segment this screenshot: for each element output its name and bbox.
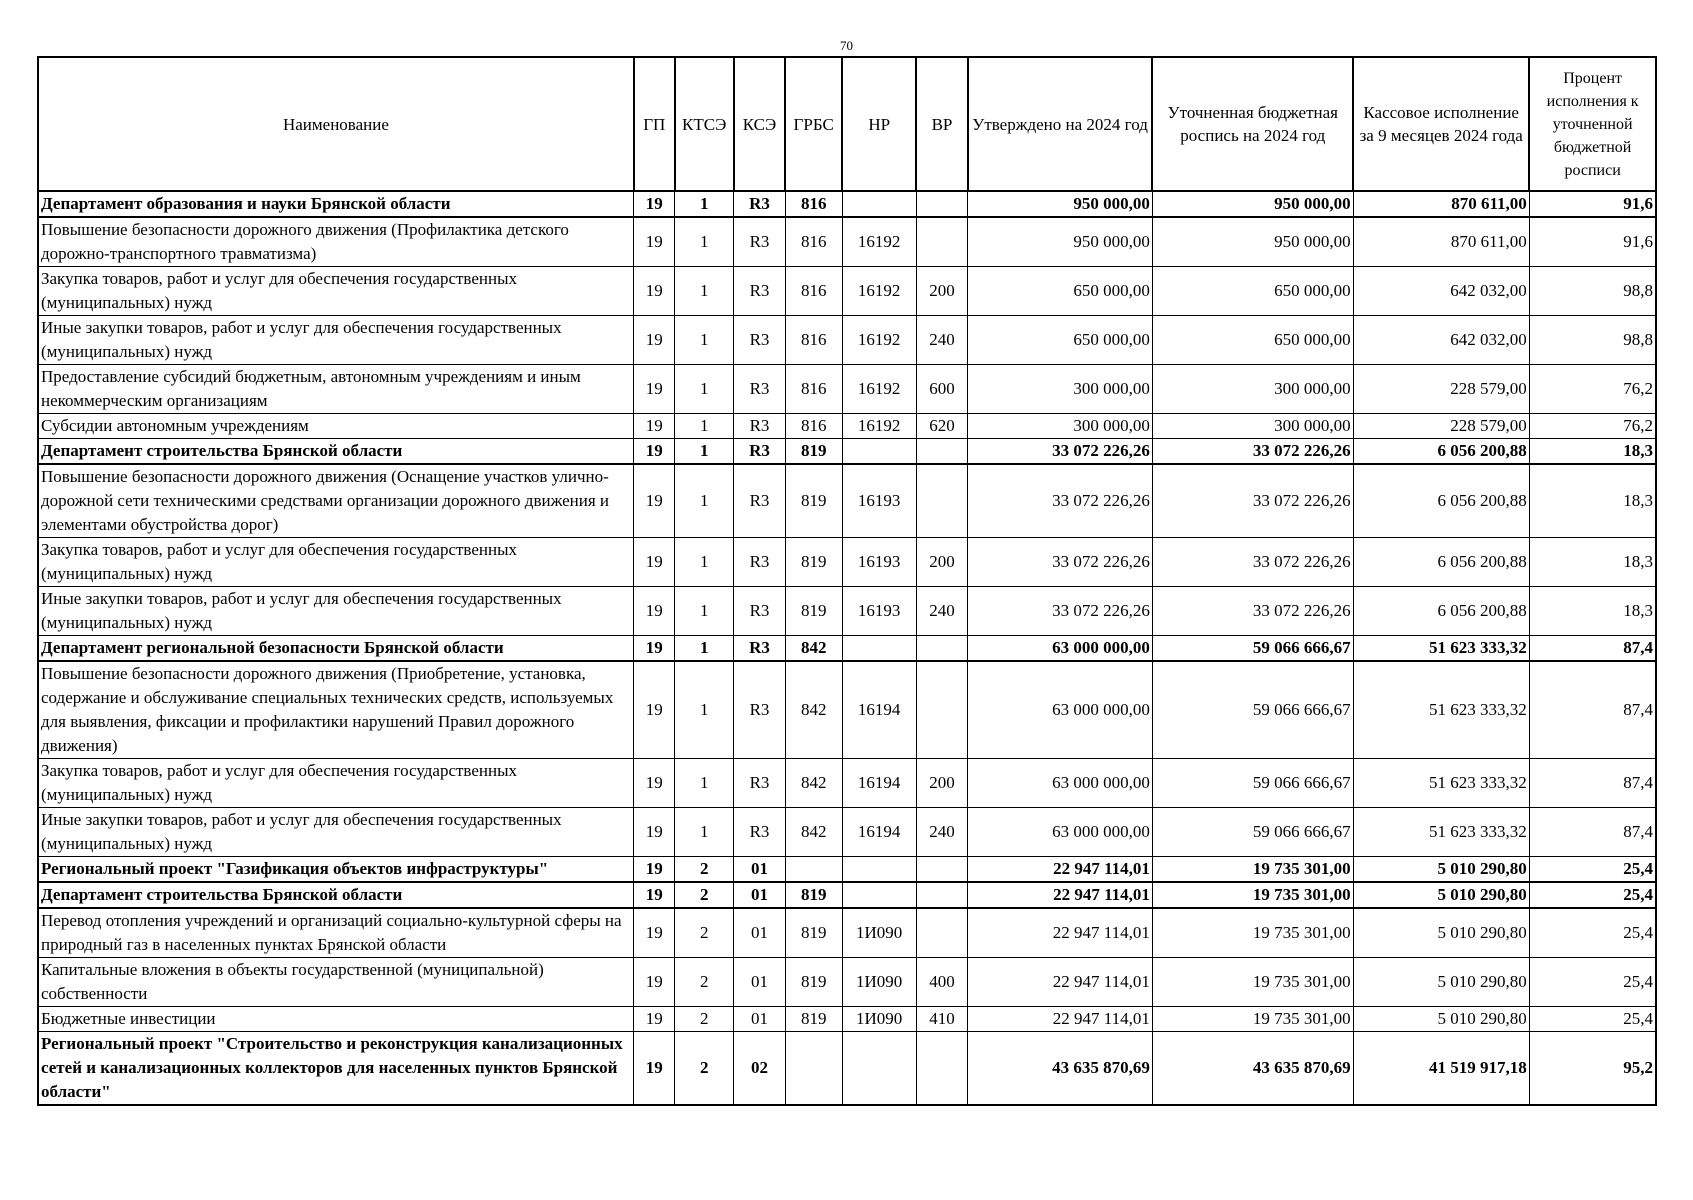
cell-refined: 19 735 301,00 [1152, 958, 1353, 1007]
cell-cash: 5 010 290,80 [1353, 958, 1529, 1007]
cell-refined: 19 735 301,00 [1152, 857, 1353, 883]
table-row [38, 808, 1656, 857]
cell-refined: 33 072 226,26 [1152, 587, 1353, 636]
cell-approved: 22 947 114,01 [968, 857, 1153, 883]
cell-ktse: 2 [675, 857, 734, 883]
cell-name: Иные закупки товаров, работ и услуг для обеспечения государственных (муниципальных) нужд [38, 808, 634, 857]
cell-approved: 63 000 000,00 [968, 759, 1153, 808]
table-row [38, 414, 1656, 439]
cell-approved: 33 072 226,26 [968, 464, 1153, 538]
cell-kse: R3 [734, 636, 786, 662]
cell-grbs: 819 [785, 908, 842, 958]
cell-kse: R3 [734, 759, 786, 808]
header-grbs: ГРБС [785, 57, 842, 191]
cell-gp: 19 [634, 908, 675, 958]
cell-cash: 6 056 200,88 [1353, 464, 1529, 538]
cell-name: Повышение безопасности дорожного движения (Приобретение, установка, содержание и обслуживание специальных технических средств, используемых для выявления, фиксации и профилактики нарушений Правил дорожного движения) [38, 661, 634, 759]
cell-grbs: 819 [785, 882, 842, 908]
cell-nr: 16193 [842, 464, 916, 538]
cell-name: Департамент образования и науки Брянской области [38, 191, 634, 217]
cell-ktse: 2 [675, 958, 734, 1007]
cell-approved: 22 947 114,01 [968, 1007, 1153, 1032]
cell-refined: 300 000,00 [1152, 414, 1353, 439]
cell-cash: 228 579,00 [1353, 365, 1529, 414]
cell-kse: R3 [734, 365, 786, 414]
cell-cash: 51 623 333,32 [1353, 808, 1529, 857]
cell-ktse: 1 [675, 316, 734, 365]
cell-ktse: 1 [675, 808, 734, 857]
cell-refined: 19 735 301,00 [1152, 1007, 1353, 1032]
cell-refined: 33 072 226,26 [1152, 538, 1353, 587]
cell-percent: 18,3 [1529, 439, 1656, 465]
table-row [38, 587, 1656, 636]
cell-vr [916, 908, 968, 958]
cell-refined: 19 735 301,00 [1152, 908, 1353, 958]
cell-vr [916, 636, 968, 662]
cell-approved: 300 000,00 [968, 414, 1153, 439]
cell-nr [842, 857, 916, 883]
page-number: 70 [840, 38, 853, 53]
cell-name: Закупка товаров, работ и услуг для обеспечения государственных (муниципальных) нужд [38, 759, 634, 808]
cell-approved: 650 000,00 [968, 316, 1153, 365]
cell-nr [842, 1032, 916, 1106]
cell-nr: 16192 [842, 316, 916, 365]
cell-percent: 76,2 [1529, 365, 1656, 414]
cell-kse: R3 [734, 217, 786, 267]
header-refined: Уточненная бюджетная роспись на 2024 год [1152, 57, 1353, 191]
cell-gp: 19 [634, 267, 675, 316]
cell-vr: 620 [916, 414, 968, 439]
cell-nr: 16192 [842, 267, 916, 316]
cell-percent: 98,8 [1529, 316, 1656, 365]
cell-refined: 950 000,00 [1152, 217, 1353, 267]
cell-refined: 650 000,00 [1152, 316, 1353, 365]
cell-grbs: 816 [785, 365, 842, 414]
cell-nr: 1И090 [842, 958, 916, 1007]
cell-percent: 98,8 [1529, 267, 1656, 316]
cell-kse: 01 [734, 958, 786, 1007]
cell-percent: 76,2 [1529, 414, 1656, 439]
cell-name: Иные закупки товаров, работ и услуг для обеспечения государственных (муниципальных) нужд [38, 587, 634, 636]
cell-kse: R3 [734, 267, 786, 316]
cell-grbs: 819 [785, 958, 842, 1007]
header-ktse: КТСЭ [675, 57, 734, 191]
cell-ktse: 1 [675, 587, 734, 636]
cell-grbs: 819 [785, 538, 842, 587]
cell-grbs: 819 [785, 464, 842, 538]
cell-vr [916, 464, 968, 538]
header-name: Наименование [38, 57, 634, 191]
cell-grbs: 842 [785, 759, 842, 808]
cell-grbs: 842 [785, 661, 842, 759]
table-row [38, 661, 1656, 759]
header-approved: Утверждено на 2024 год [968, 57, 1153, 191]
cell-ktse: 2 [675, 908, 734, 958]
cell-gp: 19 [634, 636, 675, 662]
cell-gp: 19 [634, 882, 675, 908]
cell-gp: 19 [634, 464, 675, 538]
cell-percent: 25,4 [1529, 958, 1656, 1007]
cell-grbs: 816 [785, 267, 842, 316]
cell-percent: 95,2 [1529, 1032, 1656, 1106]
cell-refined: 59 066 666,67 [1152, 636, 1353, 662]
table-row [38, 1007, 1656, 1032]
table-row [38, 958, 1656, 1007]
cell-vr [916, 882, 968, 908]
cell-refined: 43 635 870,69 [1152, 1032, 1353, 1106]
cell-approved: 63 000 000,00 [968, 808, 1153, 857]
cell-ktse: 1 [675, 538, 734, 587]
cell-cash: 642 032,00 [1353, 316, 1529, 365]
cell-ktse: 1 [675, 636, 734, 662]
cell-gp: 19 [634, 217, 675, 267]
cell-percent: 25,4 [1529, 1007, 1656, 1032]
cell-cash: 6 056 200,88 [1353, 587, 1529, 636]
cell-refined: 300 000,00 [1152, 365, 1353, 414]
cell-vr: 600 [916, 365, 968, 414]
budget-table [37, 56, 1657, 1106]
cell-refined: 33 072 226,26 [1152, 439, 1353, 465]
cell-name: Бюджетные инвестиции [38, 1007, 634, 1032]
cell-ktse: 1 [675, 464, 734, 538]
cell-percent: 91,6 [1529, 191, 1656, 217]
cell-nr [842, 439, 916, 465]
cell-percent: 87,4 [1529, 759, 1656, 808]
cell-percent: 91,6 [1529, 217, 1656, 267]
cell-nr: 1И090 [842, 908, 916, 958]
cell-cash: 870 611,00 [1353, 217, 1529, 267]
cell-nr: 16194 [842, 759, 916, 808]
cell-percent: 25,4 [1529, 908, 1656, 958]
cell-refined: 19 735 301,00 [1152, 882, 1353, 908]
cell-gp: 19 [634, 365, 675, 414]
cell-name: Региональный проект "Строительство и реконструкция канализационных сетей и канализационных коллекторов для населенных пунктов Брянской области" [38, 1032, 634, 1106]
cell-grbs [785, 857, 842, 883]
cell-ktse: 1 [675, 267, 734, 316]
header-vr: ВР [916, 57, 968, 191]
cell-vr [916, 661, 968, 759]
cell-gp: 19 [634, 1007, 675, 1032]
cell-name: Закупка товаров, работ и услуг для обеспечения государственных (муниципальных) нужд [38, 267, 634, 316]
cell-percent: 18,3 [1529, 587, 1656, 636]
cell-vr: 400 [916, 958, 968, 1007]
cell-cash: 51 623 333,32 [1353, 661, 1529, 759]
cell-kse: R3 [734, 464, 786, 538]
table-row [38, 191, 1656, 217]
cell-refined: 950 000,00 [1152, 191, 1353, 217]
table-row [38, 316, 1656, 365]
cell-cash: 51 623 333,32 [1353, 759, 1529, 808]
cell-name: Повышение безопасности дорожного движения (Оснащение участков улично-дорожной сети техническими средствами организации дорожного движения и элементами обустройства дорог) [38, 464, 634, 538]
cell-gp: 19 [634, 958, 675, 1007]
cell-approved: 33 072 226,26 [968, 538, 1153, 587]
cell-ktse: 2 [675, 1007, 734, 1032]
cell-ktse: 2 [675, 1032, 734, 1106]
cell-approved: 22 947 114,01 [968, 958, 1153, 1007]
cell-cash: 5 010 290,80 [1353, 857, 1529, 883]
cell-gp: 19 [634, 191, 675, 217]
cell-kse: R3 [734, 191, 786, 217]
cell-grbs: 816 [785, 191, 842, 217]
cell-gp: 19 [634, 661, 675, 759]
cell-name: Повышение безопасности дорожного движения (Профилактика детского дорожно-транспортного травматизма) [38, 217, 634, 267]
cell-name: Департамент строительства Брянской области [38, 439, 634, 465]
cell-cash: 228 579,00 [1353, 414, 1529, 439]
cell-ktse: 1 [675, 759, 734, 808]
cell-ktse: 1 [675, 661, 734, 759]
cell-approved: 63 000 000,00 [968, 636, 1153, 662]
header-kse: КСЭ [734, 57, 786, 191]
cell-name: Закупка товаров, работ и услуг для обеспечения государственных (муниципальных) нужд [38, 538, 634, 587]
cell-approved: 43 635 870,69 [968, 1032, 1153, 1106]
cell-cash: 41 519 917,18 [1353, 1032, 1529, 1106]
cell-kse: 01 [734, 857, 786, 883]
cell-vr: 410 [916, 1007, 968, 1032]
cell-grbs: 842 [785, 808, 842, 857]
cell-ktse: 1 [675, 365, 734, 414]
cell-approved: 650 000,00 [968, 267, 1153, 316]
cell-kse: R3 [734, 439, 786, 465]
cell-percent: 18,3 [1529, 538, 1656, 587]
cell-name: Перевод отопления учреждений и организаций социально-культурной сферы на природный газ в населенных пунктах Брянской области [38, 908, 634, 958]
cell-nr: 16193 [842, 538, 916, 587]
cell-kse: 01 [734, 882, 786, 908]
cell-approved: 63 000 000,00 [968, 661, 1153, 759]
cell-cash: 6 056 200,88 [1353, 538, 1529, 587]
cell-grbs: 819 [785, 1007, 842, 1032]
table-row [38, 365, 1656, 414]
cell-name: Иные закупки товаров, работ и услуг для обеспечения государственных (муниципальных) нужд [38, 316, 634, 365]
cell-refined: 59 066 666,67 [1152, 661, 1353, 759]
cell-name: Департамент региональной безопасности Брянской области [38, 636, 634, 662]
cell-cash: 642 032,00 [1353, 267, 1529, 316]
cell-approved: 950 000,00 [968, 191, 1153, 217]
cell-kse: R3 [734, 587, 786, 636]
table-row [38, 217, 1656, 267]
header-gp: ГП [634, 57, 675, 191]
cell-percent: 87,4 [1529, 808, 1656, 857]
cell-vr [916, 1032, 968, 1106]
cell-vr [916, 857, 968, 883]
cell-approved: 22 947 114,01 [968, 908, 1153, 958]
cell-grbs: 816 [785, 414, 842, 439]
cell-approved: 950 000,00 [968, 217, 1153, 267]
table-row [38, 1032, 1656, 1106]
cell-gp: 19 [634, 414, 675, 439]
header-cash: Кассовое исполнение за 9 месяцев 2024 года [1353, 57, 1529, 191]
cell-gp: 19 [634, 808, 675, 857]
cell-refined: 59 066 666,67 [1152, 808, 1353, 857]
cell-approved: 33 072 226,26 [968, 587, 1153, 636]
cell-grbs: 816 [785, 217, 842, 267]
cell-percent: 87,4 [1529, 661, 1656, 759]
cell-vr: 200 [916, 538, 968, 587]
cell-approved: 22 947 114,01 [968, 882, 1153, 908]
cell-vr: 200 [916, 267, 968, 316]
table-body [38, 191, 1656, 1105]
cell-ktse: 1 [675, 217, 734, 267]
cell-gp: 19 [634, 316, 675, 365]
cell-percent: 87,4 [1529, 636, 1656, 662]
cell-approved: 300 000,00 [968, 365, 1153, 414]
cell-cash: 5 010 290,80 [1353, 882, 1529, 908]
cell-gp: 19 [634, 1032, 675, 1106]
cell-approved: 33 072 226,26 [968, 439, 1153, 465]
table-row [38, 759, 1656, 808]
cell-vr: 240 [916, 808, 968, 857]
cell-gp: 19 [634, 857, 675, 883]
cell-nr [842, 882, 916, 908]
cell-percent: 25,4 [1529, 882, 1656, 908]
cell-name: Департамент строительства Брянской области [38, 882, 634, 908]
cell-cash: 5 010 290,80 [1353, 908, 1529, 958]
cell-cash: 6 056 200,88 [1353, 439, 1529, 465]
cell-kse: R3 [734, 808, 786, 857]
cell-nr: 16193 [842, 587, 916, 636]
cell-gp: 19 [634, 538, 675, 587]
table-row [38, 882, 1656, 908]
cell-cash: 51 623 333,32 [1353, 636, 1529, 662]
cell-ktse: 2 [675, 882, 734, 908]
cell-ktse: 1 [675, 191, 734, 217]
cell-grbs: 819 [785, 439, 842, 465]
cell-vr [916, 217, 968, 267]
cell-gp: 19 [634, 759, 675, 808]
cell-vr: 240 [916, 587, 968, 636]
cell-percent: 25,4 [1529, 857, 1656, 883]
cell-grbs: 842 [785, 636, 842, 662]
table-header [38, 57, 1656, 191]
cell-nr: 16192 [842, 414, 916, 439]
table-row [38, 857, 1656, 883]
cell-kse: R3 [734, 316, 786, 365]
cell-ktse: 1 [675, 414, 734, 439]
cell-name: Региональный проект "Газификация объектов инфраструктуры" [38, 857, 634, 883]
cell-kse: 01 [734, 1007, 786, 1032]
cell-nr [842, 191, 916, 217]
table-row [38, 538, 1656, 587]
cell-kse: R3 [734, 414, 786, 439]
cell-vr [916, 439, 968, 465]
cell-grbs [785, 1032, 842, 1106]
cell-nr: 1И090 [842, 1007, 916, 1032]
cell-refined: 33 072 226,26 [1152, 464, 1353, 538]
cell-grbs: 819 [785, 587, 842, 636]
cell-vr [916, 191, 968, 217]
cell-refined: 59 066 666,67 [1152, 759, 1353, 808]
table-row [38, 908, 1656, 958]
cell-gp: 19 [634, 587, 675, 636]
cell-ktse: 1 [675, 439, 734, 465]
cell-kse: R3 [734, 538, 786, 587]
cell-grbs: 816 [785, 316, 842, 365]
cell-cash: 870 611,00 [1353, 191, 1529, 217]
cell-nr: 16194 [842, 661, 916, 759]
table-row [38, 464, 1656, 538]
cell-name: Предоставление субсидий бюджетным, автономным учреждениям и иным некоммерческим организациям [38, 365, 634, 414]
table-row [38, 636, 1656, 662]
cell-vr: 200 [916, 759, 968, 808]
table-row [38, 267, 1656, 316]
cell-name: Капитальные вложения в объекты государственной (муниципальной) собственности [38, 958, 634, 1007]
cell-gp: 19 [634, 439, 675, 465]
cell-kse: 01 [734, 908, 786, 958]
cell-nr: 16192 [842, 365, 916, 414]
header-percent: Процент исполнения к уточненной бюджетной росписи [1529, 57, 1656, 191]
cell-name: Субсидии автономным учреждениям [38, 414, 634, 439]
cell-cash: 5 010 290,80 [1353, 1007, 1529, 1032]
table-row [38, 439, 1656, 465]
cell-refined: 650 000,00 [1152, 267, 1353, 316]
cell-kse: R3 [734, 661, 786, 759]
cell-vr: 240 [916, 316, 968, 365]
cell-kse: 02 [734, 1032, 786, 1106]
cell-percent: 18,3 [1529, 464, 1656, 538]
cell-nr: 16192 [842, 217, 916, 267]
cell-nr: 16194 [842, 808, 916, 857]
header-nr: НР [842, 57, 916, 191]
cell-nr [842, 636, 916, 662]
